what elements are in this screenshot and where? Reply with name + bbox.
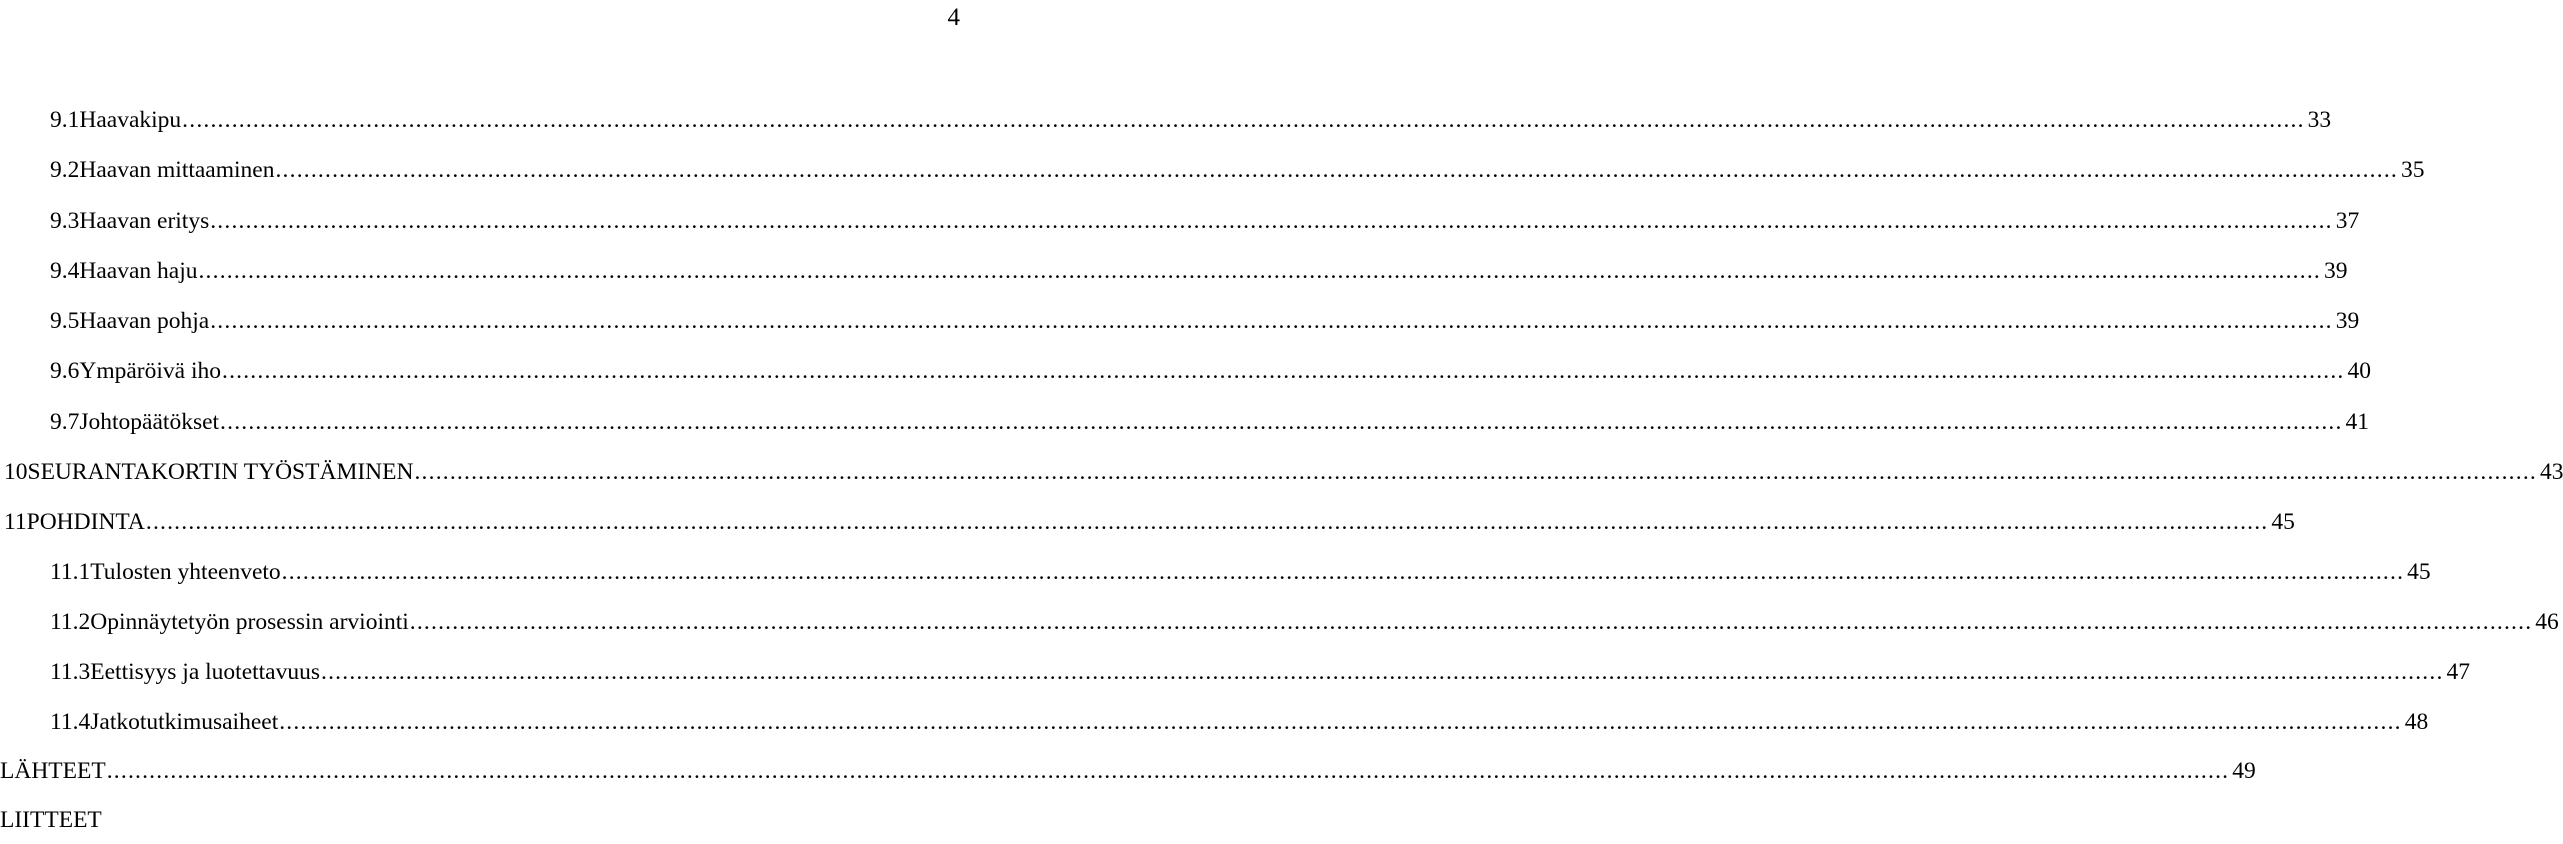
toc-entry-number: 11.4 <box>50 709 91 735</box>
toc-entry[interactable] <box>50 407 2370 437</box>
toc-entry-title: Haavan mittaaminen <box>79 157 275 183</box>
toc-entry[interactable] <box>50 607 2559 637</box>
toc-dot-leader: ............................................................................................................................................................................................................................................................................................................ <box>321 659 2444 685</box>
toc-entry-page: 43 <box>2539 459 2563 485</box>
toc-dot-leader: ............................................................................................................................................................................................................................................................................................................ <box>210 208 2333 234</box>
toc-entry-title: SEURANTAKORTIN TYÖSTÄMINEN <box>27 459 414 485</box>
toc-entry-title: LIITTEET <box>0 807 102 833</box>
toc-entry[interactable] <box>50 105 2332 135</box>
toc-entry-number: 9.4 <box>50 258 80 284</box>
toc-dot-leader: ............................................................................................................................................................................................................................................................................................................ <box>145 509 2269 535</box>
toc-entry-number: 11.3 <box>50 659 91 685</box>
toc-entry-number: 9.7 <box>50 409 80 435</box>
page-number: 4 <box>947 4 960 31</box>
toc-entry-title: POHDINTA <box>26 509 145 535</box>
toc-entry[interactable] <box>50 206 2360 236</box>
toc-entry-number: 10 <box>4 459 28 485</box>
toc-entry-page: 35 <box>2400 157 2425 183</box>
toc-entry-number: 9.2 <box>50 157 80 183</box>
toc-entry-title: Eettisyys ja luotettavuus <box>90 659 321 685</box>
toc-entry-number: 9.6 <box>50 358 80 384</box>
toc-dot-leader: ............................................................................................................................................................................................................................................................................................................ <box>106 758 2230 784</box>
toc-entry-page: 39 <box>2323 258 2348 284</box>
toc-entry[interactable] <box>0 756 2256 786</box>
toc-dot-leader: ............................................................................................................................................................................................................................................................................................................ <box>409 609 2533 635</box>
toc-entry[interactable] <box>50 155 2425 185</box>
toc-entry[interactable] <box>50 557 2431 587</box>
toc-entry-title: Tulosten yhteenveto <box>90 559 281 585</box>
toc-entry-number: 9.5 <box>50 308 80 334</box>
toc-dot-leader: ............................................................................................................................................................................................................................................................................................................ <box>210 308 2333 334</box>
toc-entry-page: 45 <box>2271 509 2295 535</box>
toc-entry-title: Jatkotutkimusaiheet <box>90 709 279 735</box>
toc-entry-title: Haavan haju <box>79 258 198 284</box>
toc-entry[interactable] <box>4 507 2295 537</box>
toc-entry-page: 46 <box>2535 609 2559 635</box>
toc-entry-number: 11.2 <box>50 609 91 635</box>
toc-entry[interactable] <box>50 707 2429 737</box>
toc-dot-leader: ............................................................................................................................................................................................................................................................................................................ <box>198 258 2321 284</box>
toc-dot-leader: ............................................................................................................................................................................................................................................................................................................ <box>279 709 2402 735</box>
toc-entry[interactable] <box>50 356 2371 386</box>
toc-entry-page: 47 <box>2446 659 2471 685</box>
toc-entry[interactable] <box>4 457 2563 487</box>
toc-entry-title: Haavan eritys <box>79 208 210 234</box>
toc-entry-page: 41 <box>2345 409 2370 435</box>
toc-entry-title: Haavakipu <box>79 107 182 133</box>
toc-entry-title: Johtopäätökset <box>79 409 220 435</box>
toc-entry-page: 39 <box>2335 308 2360 334</box>
toc-dot-leader: ............................................................................................................................................................................................................................................................................................................ <box>281 559 2405 585</box>
toc-entry-page: 49 <box>2232 758 2256 784</box>
toc-dot-leader: ............................................................................................................................................................................................................................................................................................................ <box>414 459 2537 485</box>
toc-entry-number: 11 <box>4 509 27 535</box>
toc-entry-title: LÄHTEET <box>0 758 106 784</box>
toc-entry-number: 9.3 <box>50 208 80 234</box>
toc-entry-page: 40 <box>2347 358 2371 384</box>
toc-dot-leader: ............................................................................................................................................................................................................................................................................................................ <box>222 358 2345 384</box>
toc-entry-title: Opinnäytetyön prosessin arviointi <box>90 609 409 635</box>
toc-entry-title: Haavan pohja <box>79 308 210 334</box>
toc-entry[interactable] <box>50 256 2348 286</box>
toc-entry-page: 33 <box>2307 107 2332 133</box>
toc-entry-number: 9.1 <box>50 107 80 133</box>
toc-entry[interactable] <box>50 306 2360 336</box>
toc-dot-leader: ............................................................................................................................................................................................................................................................................................................ <box>275 157 2398 183</box>
toc-entry-page: 48 <box>2404 709 2429 735</box>
toc-entry[interactable] <box>0 805 102 835</box>
toc-entry-page: 45 <box>2407 559 2431 585</box>
toc-entry-title: Ympäröivä iho <box>79 358 221 384</box>
toc-entry[interactable] <box>50 657 2471 687</box>
toc-entry-number: 11.1 <box>50 559 91 585</box>
toc-dot-leader: ............................................................................................................................................................................................................................................................................................................ <box>220 409 2343 435</box>
toc-entry-page: 37 <box>2335 208 2360 234</box>
toc-dot-leader: ............................................................................................................................................................................................................................................................................................................ <box>182 107 2305 133</box>
